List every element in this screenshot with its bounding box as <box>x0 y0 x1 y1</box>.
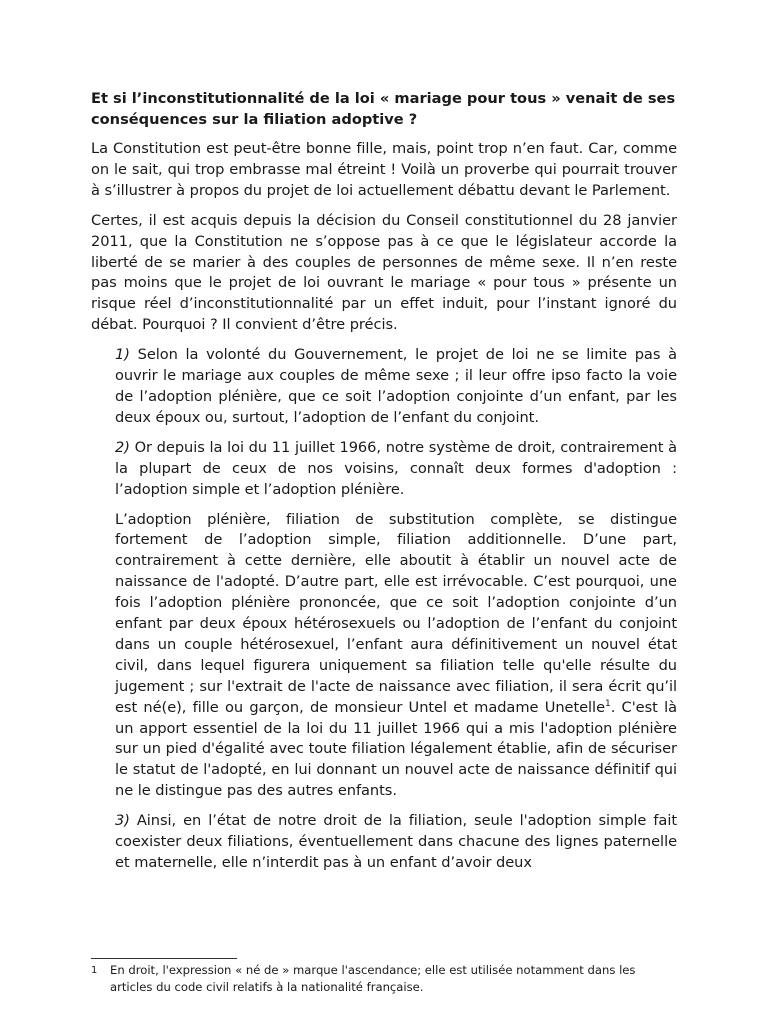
paragraph-3-part-2: . C'est là un apport essentiel de la loi du 11 juillet 1966 qui a mis l'adoption plénière sur un pied d'égalité avec toute filiation légalement établie, afin de sécuriser le statut de l'adopté, en lui donnant un nouvel acte de naissance définitif qui ne le distingue pas des autres enfants. <box>115 698 677 800</box>
item-2-number: 2) <box>115 438 130 456</box>
paragraph-3 <box>115 510 677 803</box>
footnote-text: En droit, l'expression « né de » marque l'ascendance; elle est utilisée notamment dans les articles du code civil relatifs à la nationalité française. <box>110 963 636 994</box>
numbered-item-1 <box>115 345 677 429</box>
footnote-reference[interactable]: 1 <box>605 698 611 709</box>
document-body <box>91 88 677 883</box>
paragraph-2: Certes, il est acquis depuis la décision du Conseil constitutionnel du 28 janvier 2011, que la Constitution ne s’oppose pas à ce que le législateur accorde la liberté de se marier à des couples de personnes de même sexe. Il n’en reste pas moins que le projet de loi ouvrant le mariage « pour tous » présente un risque réel d’inconstitutionnalité par un effet induit, pour l’instant ignoré du débat. Pourquoi ? Il convient d’être précis. <box>91 211 677 334</box>
footnote-mark: 1 <box>91 965 98 976</box>
document-title: Et si l’inconstitutionnalité de la loi « mariage pour tous » venait de ses conséquences sur la filiation adoptive ? <box>91 90 676 128</box>
item-2-text: Or depuis la loi du 11 juillet 1966, notre système de droit, contrairement à la plupart de ceux de nos voisins, connaît deux formes d'adoption : l’adoption simple et l’adoption plénière. <box>115 438 677 498</box>
footnote-separator <box>91 958 237 959</box>
item-1-number: 1) <box>115 346 130 364</box>
paragraph-3-part-1: L’adoption plénière, filiation de substitution complète, se distingue fortement de l’adoption simple, filiation additionnelle. D’une part, contrairement à cette dernière, elle aboutit à établir un nouvel acte de naissance de l'adopté. D’autre part, elle est irrévocable. C’est pourquoi, une fois l’adoption plénière prononcée, que ce soit l’adoption conjointe d’un enfant par deux époux hétérosexuels ou l’adoption de l’enfant du conjoint dans un couple hétérosexuel, l’enfant aura définitivement un nouvel état civil, dans lequel figurera uniquement sa filiation telle qu'elle résulte du jugement ; sur l'extrait de l'acte de naissance avec filiation, il sera écrit qu’il est né(e), fille ou garçon, de monsieur Untel et madame Unetelle <box>115 510 677 716</box>
numbered-item-3 <box>115 811 677 874</box>
numbered-item-2 <box>115 438 677 501</box>
item-3-number: 3) <box>115 812 130 830</box>
footnote <box>91 962 677 996</box>
item-3-text: Ainsi, en l’état de notre droit de la filiation, seule l'adoption simple fait coexister deux filiations, éventuellement dans chacune des lignes paternelle et maternelle, elle n’interdit pas à un enfant d’avoir deux <box>115 812 677 871</box>
paragraph-1: La Constitution est peut-être bonne fille, mais, point trop n’en faut. Car, comme on le sait, qui trop embrasse mal étreint ! Voilà un proverbe qui pourrait trouver à s’illustrer à propos du projet de loi actuellement débattu devant le Parlement. <box>91 140 677 199</box>
item-1-text: Selon la volonté du Gouvernement, le projet de loi ne se limite pas à ouvrir le mariage aux couples de même sexe ; il leur offre ipso facto la voie de l’adoption plénière, que ce soit l’adoption conjointe d’un enfant, par les deux époux ou, surtout, l’adoption de l’enfant du conjoint. <box>115 346 677 426</box>
